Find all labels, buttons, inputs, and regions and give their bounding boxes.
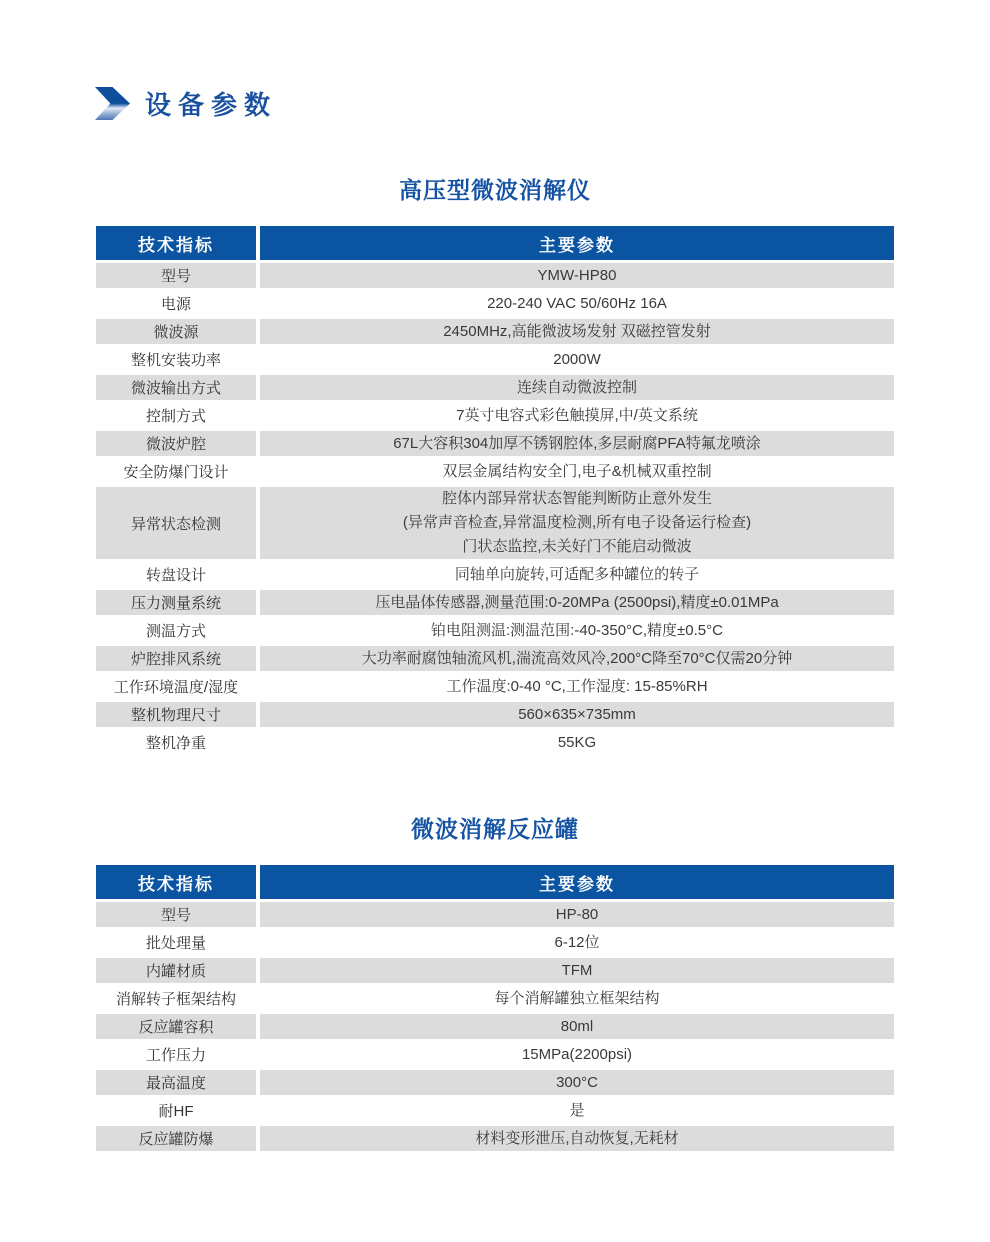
table-row xyxy=(96,459,894,484)
spec-value-line: 是 xyxy=(569,1101,585,1119)
table-title: 微波消解反应罐 xyxy=(411,816,579,842)
spec-label: 微波炉腔 xyxy=(96,431,256,456)
spec-label: 消解转子框架结构 xyxy=(96,986,256,1011)
table-row xyxy=(96,902,894,927)
spec-value-line: 67L大容积304加厚不锈钢腔体,多层耐腐PFA特氟龙喷涂 xyxy=(393,434,761,452)
spec-value-line: 300°C xyxy=(556,1073,598,1091)
spec-table-body xyxy=(96,263,894,755)
spec-section-reaction-vessel xyxy=(0,811,990,1151)
spec-value-line: 材料变形泄压,自动恢复,无耗材 xyxy=(475,1129,679,1147)
spec-value-line: 双层金属结构安全门,电子&机械双重控制 xyxy=(442,462,712,480)
table-row xyxy=(96,1014,894,1039)
spec-value-line: YMW-HP80 xyxy=(537,266,617,284)
spec-value xyxy=(260,459,894,484)
spec-value xyxy=(260,674,894,699)
table-row xyxy=(96,403,894,428)
spec-label: 转盘设计 xyxy=(96,562,256,587)
spec-label: 工作压力 xyxy=(96,1042,256,1067)
column-header-indicator: 技术指标 xyxy=(96,226,256,260)
column-header-parameter: 主要参数 xyxy=(260,226,894,260)
table-row xyxy=(96,319,894,344)
spec-label: 整机物理尺寸 xyxy=(96,702,256,727)
table-row xyxy=(96,646,894,671)
spec-label: 控制方式 xyxy=(96,403,256,428)
spec-value-line: 铂电阻测温:测温范围:-40-350°C,精度±0.5°C xyxy=(431,621,723,639)
spec-table xyxy=(96,226,894,755)
spec-value-line: 6-12位 xyxy=(554,933,600,951)
spec-value xyxy=(260,730,894,755)
table-row xyxy=(96,1042,894,1067)
spec-value xyxy=(260,1070,894,1095)
table-row xyxy=(96,730,894,755)
spec-label: 工作环境温度/湿度 xyxy=(96,674,256,699)
spec-value-line: 560×635×735mm xyxy=(518,705,636,723)
page-title: 设备参数 xyxy=(145,90,278,120)
spec-value xyxy=(260,319,894,344)
spec-label: 耐HF xyxy=(96,1098,256,1123)
spec-value xyxy=(260,618,894,643)
table-row xyxy=(96,986,894,1011)
table-row xyxy=(96,1070,894,1095)
table-row xyxy=(96,930,894,955)
table-row xyxy=(96,1098,894,1123)
spec-value-line: 同轴单向旋转,可适配多种罐位的转子 xyxy=(454,565,700,583)
column-header-parameter: 主要参数 xyxy=(260,865,894,899)
table-row xyxy=(96,1126,894,1151)
spec-label: 内罐材质 xyxy=(96,958,256,983)
table-row xyxy=(96,431,894,456)
spec-value xyxy=(260,646,894,671)
spec-value xyxy=(260,702,894,727)
spec-label: 型号 xyxy=(96,263,256,288)
table-row xyxy=(96,562,894,587)
spec-label: 最高温度 xyxy=(96,1070,256,1095)
spec-section-digestion-instrument xyxy=(0,172,990,755)
spec-value-line: TFM xyxy=(561,961,593,979)
spec-value-line: 2000W xyxy=(553,350,601,368)
spec-table xyxy=(96,865,894,1151)
table-row xyxy=(96,674,894,699)
spec-value xyxy=(260,1042,894,1067)
table-row xyxy=(96,590,894,615)
table-header-row xyxy=(96,865,894,899)
spec-value-line: 7英寸电容式彩色触摸屏,中/英文系统 xyxy=(456,406,698,424)
spec-label: 安全防爆门设计 xyxy=(96,459,256,484)
spec-label: 微波源 xyxy=(96,319,256,344)
spec-value-line: 连续自动微波控制 xyxy=(516,378,637,396)
spec-label: 电源 xyxy=(96,291,256,316)
table-title: 高压型微波消解仪 xyxy=(399,177,591,203)
spec-value-line: 220-240 VAC 50/60Hz 16A xyxy=(487,294,667,312)
page-header xyxy=(0,0,990,122)
spec-value xyxy=(260,958,894,983)
spec-value xyxy=(260,986,894,1011)
spec-value-line: 2450MHz,高能微波场发射 双磁控管发射 xyxy=(443,322,711,340)
spec-label: 反应罐容积 xyxy=(96,1014,256,1039)
spec-value xyxy=(260,431,894,456)
table-row xyxy=(96,291,894,316)
spec-value-line: 腔体内部异常状态智能判断防止意外发生 xyxy=(441,490,712,507)
spec-value xyxy=(260,291,894,316)
spec-value xyxy=(260,403,894,428)
table-row xyxy=(96,347,894,372)
spec-label: 批处理量 xyxy=(96,930,256,955)
spec-value xyxy=(260,1014,894,1039)
spec-label: 整机净重 xyxy=(96,730,256,755)
table-header-row xyxy=(96,226,894,260)
spec-label: 炉腔排风系统 xyxy=(96,646,256,671)
spec-value-line: 15MPa(2200psi) xyxy=(521,1045,633,1063)
spec-value-line: 大功率耐腐蚀轴流风机,湍流高效风冷,200°C降至70°C仅需20分钟 xyxy=(361,649,793,667)
spec-value xyxy=(260,1098,894,1123)
spec-value xyxy=(260,347,894,372)
spec-value-line: (异常声音检查,异常温度检测,所有电子设备运行检查) xyxy=(402,514,752,531)
spec-label: 压力测量系统 xyxy=(96,590,256,615)
spec-label: 反应罐防爆 xyxy=(96,1126,256,1151)
spec-label: 微波输出方式 xyxy=(96,375,256,400)
column-header-indicator: 技术指标 xyxy=(96,865,256,899)
spec-value-line: 门状态监控,未关好门不能启动微波 xyxy=(462,538,692,555)
spec-value xyxy=(260,1126,894,1151)
spec-value xyxy=(260,375,894,400)
spec-label: 型号 xyxy=(96,902,256,927)
spec-value xyxy=(260,590,894,615)
spec-value xyxy=(260,930,894,955)
spec-value-line: 工作温度:0-40 °C,工作湿度: 15-85%RH xyxy=(446,677,708,695)
table-row xyxy=(96,263,894,288)
spec-value-line: HP-80 xyxy=(555,905,599,923)
table-row xyxy=(96,702,894,727)
spec-value xyxy=(260,902,894,927)
table-row xyxy=(96,618,894,643)
spec-label: 整机安装功率 xyxy=(96,347,256,372)
spec-value-line: 55KG xyxy=(557,733,597,751)
spec-value xyxy=(260,487,894,559)
spec-label: 测温方式 xyxy=(96,618,256,643)
spec-value-line: 压电晶体传感器,测量范围:0-20MPa (2500psi),精度±0.01MPa xyxy=(375,593,779,611)
table-row xyxy=(96,375,894,400)
chevron-arrow-icon xyxy=(95,87,130,120)
spec-value-line: 80ml xyxy=(560,1017,594,1035)
spec-value xyxy=(260,263,894,288)
spec-value-line: 每个消解罐独立框架结构 xyxy=(494,989,660,1007)
spec-value xyxy=(260,562,894,587)
table-row xyxy=(96,958,894,983)
spec-label: 异常状态检测 xyxy=(96,487,256,559)
spec-table-body xyxy=(96,902,894,1151)
table-row xyxy=(96,487,894,559)
